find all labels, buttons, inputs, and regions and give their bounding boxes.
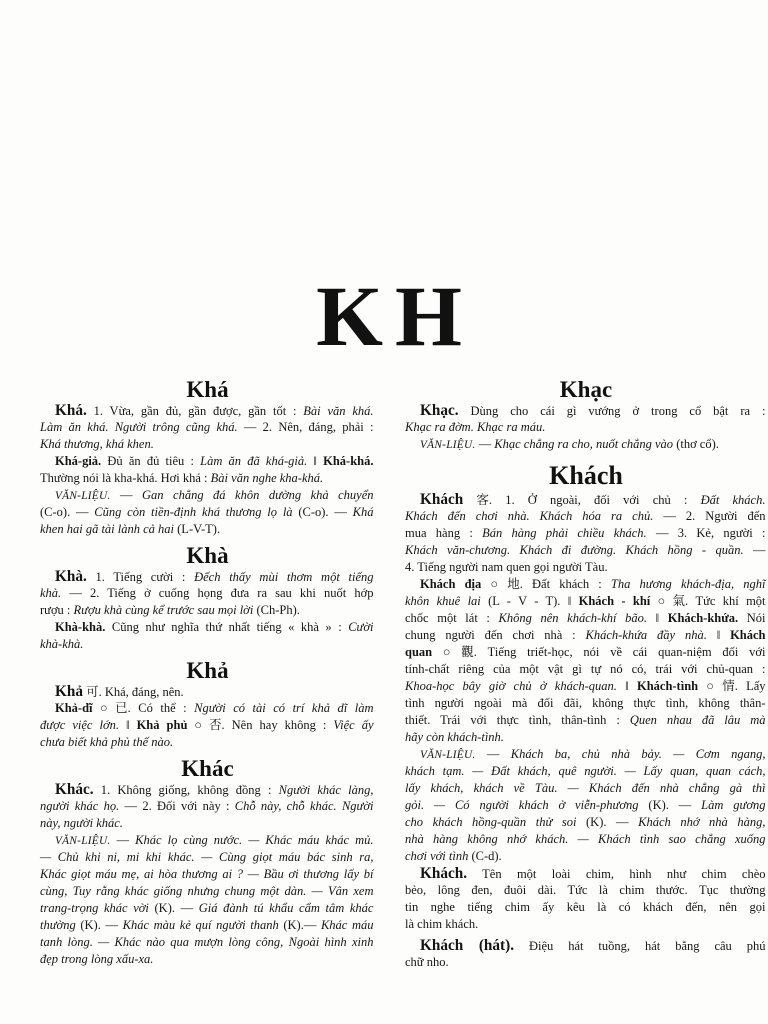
headword: Khà. [55,568,87,585]
text-line [405,916,767,933]
text-run: tính-chất riêng của một vật gì tự nó có, trái với chủ-quan : [405,662,766,676]
text-run: (C-o). — [292,505,353,519]
entry-paragraph [40,683,375,700]
text-line [405,542,767,559]
text-line [40,436,375,453]
text-run: — 3. Kẻ, người : [646,526,766,540]
entry-paragraph [40,568,375,619]
text-run: — 2. Nên, đáng, phải : [237,420,374,434]
text-line [40,951,375,968]
text-run: (thơ cổ). [673,437,719,451]
text-line [405,746,767,763]
text-run: ○ 觀. Tiếng triết-học, nói về cái quan-niệm đối với [432,645,766,659]
section-title: KH [316,268,474,364]
example-text: Quen nhau đã lâu mà [629,713,766,727]
text-line [405,882,767,899]
subheadword: Khách-tình [636,679,699,693]
example-text: Bài văn nghe kha-khá. [210,471,324,485]
example-text: Làm ăn khá. Người trông cũng khá. [40,420,238,434]
left-column [40,378,375,968]
text-line [405,661,767,678]
example-text: Đếch thấy mùi thơm một tiếng [194,570,374,584]
text-line [405,814,767,831]
text-run: Dùng cho cái gì vướng ở trong cổ bật ra : [458,404,766,418]
example-text: trang-trọng khác vời [40,901,149,915]
text-run: Điệu hát tuồng, hát bằng câu phú [514,939,766,953]
text-line [405,831,767,848]
entry-paragraph [405,937,767,971]
text-run: (L - V - T). ‖ [480,594,579,608]
subheadword: Khá-giả. [55,454,102,468]
example-text: khách tạm. — Đất khách, quê người. — Lấy quan, quan cách, [405,764,766,778]
example-text: tanh lòng. — Khác nào qua mượn lòng công, Ngoài hình xinh [40,935,374,949]
text-line [40,683,375,700]
text-run: là chim khách. [405,917,479,931]
text-run: (K).— [278,918,321,932]
text-run: Cũng như nghĩa thứ nhất tiếng « khà » : [105,620,349,634]
headword: Khách [420,491,464,508]
text-line [40,470,375,487]
text-line [405,780,767,797]
text-line [405,402,767,419]
text-line [405,491,767,508]
text-line [40,521,375,538]
entry-paragraph [40,781,375,832]
text-run: mua hàng : [405,526,483,540]
text-run: (K). — [75,918,123,932]
example-text: khà. [40,586,62,600]
text-run: ‖ [646,611,668,625]
text-line [40,798,375,815]
text-line [40,849,375,866]
text-line [40,883,375,900]
example-text: Cười [348,620,374,634]
text-run: ‖ [706,628,731,642]
example-text: Người khác làng, [278,783,374,797]
entry-heading: Khạc [559,377,613,402]
subheadword: Khả phủ [136,718,188,732]
text-run: (L-V-T). [174,522,221,536]
entry-heading: Khả [186,658,229,683]
entry-paragraph [405,746,767,865]
example-text: — Chủ khi ni, mi khi khác. — Cùng giọt máu bác sinh ra, [40,850,374,864]
text-run: ○ 情. Lấy [698,679,766,693]
example-text: được việc lớn. [40,718,119,732]
right-column [405,378,767,971]
text-line [40,585,375,602]
text-run: ‖ [119,718,137,732]
example-text: Việc ấy [333,718,374,732]
text-line [405,419,767,436]
text-line [40,487,375,504]
text-line [405,559,767,576]
example-text: Tha hương khách-địa, nghĩ [610,577,766,591]
text-line [40,717,375,734]
entry-paragraph [40,402,375,453]
example-text: Giá đành tú khẩu cẩm tâm khác [198,901,374,915]
text-run: Tên một loài chim, hình như chim chèo [467,867,766,881]
example-text: Bài văn khá. [303,404,374,418]
text-run: tin nghe tiếng chim ấy kêu là có khách đến, nên gọi [405,900,766,914]
text-run: ○ 地. Đất khách : [481,577,611,591]
text-line [405,797,767,814]
text-run: chung người đến chơi nhà : [405,628,586,642]
text-run: Nói [738,611,766,625]
text-run: ○ 否. Nên hay không : [187,718,334,732]
subheadword: Khá-khá. [323,454,374,468]
text-line [405,644,767,661]
example-text: chơi với tình [405,849,469,863]
headword: Khả [55,683,83,700]
text-run: ‖ [307,454,324,468]
entry-paragraph [405,865,767,933]
text-run: Thường nói là kha-khá. Hơi khá : [40,471,211,485]
text-run: — 2. Tiếng ở cuống họng đưa ra sau khi nuốt hớp [61,586,374,600]
text-run: ○ 已. Có thể : [92,701,195,715]
text-run: — [475,747,511,761]
example-text: Khoa-học bây giờ chủ ở khách-quan. [405,679,617,693]
text-run: 4. Tiếng người nam quen gọi người Tàu. [405,560,608,574]
example-text: khà-khà. [40,637,84,651]
entry-heading: Khà [186,543,229,568]
text-line [405,593,767,610]
example-text: chưa biết khả phủ thế nào. [40,735,174,749]
text-run: ○ 氣. Tức khí một [650,594,766,608]
text-line [405,610,767,627]
example-text: Bán hàng phải chiều khách. [482,526,647,540]
text-line [405,525,767,542]
subheadword: Khả-dĩ [55,701,93,715]
example-text: Khách đến chơi nhà. Khách hóa ra chủ. [405,509,654,523]
text-run: — 2. Người đến [653,509,766,523]
headword: Khác. [55,781,94,798]
example-text: khen hai gã tài lành cả hai [40,522,175,536]
entry-paragraph [40,453,375,487]
text-line [405,848,767,865]
example-text: Làm gương [701,798,766,812]
headword: Khách. [420,865,468,882]
text-line [405,729,767,746]
example-text: Khác máu [320,918,374,932]
subheadword: Khách địa [420,577,482,591]
text-run: chữ nho. [405,955,449,969]
text-line [40,832,375,849]
text-line [40,504,375,521]
example-text: Khạc chẳng ra cho, nuốt chẳng vào [494,437,674,451]
text-line [405,954,767,971]
text-run: chốc một lát : [405,611,499,625]
headword: Khách (hát). [420,937,515,954]
entry-paragraph [405,576,767,746]
van-lieu-label: VĂN-LIỆU. [55,835,111,847]
text-run: 1. Tiếng cười : [86,570,195,584]
text-run: (K). — [148,901,199,915]
text-line [405,899,767,916]
example-text: Cũng còn tiền-định khá thương lọ là [94,505,293,519]
text-run: — [110,488,142,502]
example-text: hãy còn khách-tình. [405,730,504,744]
text-run: thiết. Trái với thực tình, thân-tình : [405,713,630,727]
entry-paragraph [40,619,375,653]
example-text: khôn khuê lai [405,594,481,608]
text-run: bẻo, lông đen, đuôi dài. Tức là chim thước. Tục thường [405,883,766,897]
text-line [40,602,375,619]
van-lieu-label: VĂN-LIỆU. [420,749,476,761]
text-run: (Ch-Ph). [253,603,300,617]
text-run: 客. 1. Ở ngoài, đối với chủ : [463,493,701,507]
text-run: (C-d). [468,849,502,863]
van-lieu-label: VĂN-LIỆU. [420,439,476,451]
example-text: Khạc ra đờm. Khạc ra máu. [405,420,546,434]
example-text: người khác họ. [40,799,120,813]
text-run: 1. Không giống, không đồng : [93,783,279,797]
text-line [405,695,767,712]
text-run: (K). — [638,798,702,812]
text-line [40,453,375,470]
text-line [40,700,375,717]
text-line [405,436,767,453]
example-text: Khác lọ cùng nước. — Khác máu khác mủ. [135,833,374,847]
text-line [40,419,375,436]
entry-paragraph [405,436,767,453]
text-line [40,781,375,798]
example-text: Người có tài có trí khả dĩ làm [194,701,374,715]
example-text: Khách-khứa đầy nhà. [585,628,707,642]
example-text: nhà hàng không nhớ khách. — Khách tình sao chẳng xuống [405,832,766,846]
example-text: Rượu khà cùng kể trước sau mọi lời [73,603,254,617]
text-run: — [475,437,495,451]
text-run: — [110,833,136,847]
text-line [40,734,375,751]
text-run: (C-o). — [40,505,95,519]
example-text: lấy khách, khách về Tàu. — Khách đến nhà chẳng gà thì [405,781,766,795]
entry-paragraph [405,491,767,576]
example-text: Khá [352,505,374,519]
text-line [405,508,767,525]
text-line [40,934,375,951]
example-text: Khá thương, khá khen. [40,437,154,451]
example-text: Khác giọt máu mẹ, ai hòa thương ai ? — Bầu ơi thương lấy bí [40,867,374,881]
text-run: tình người ngoài mà đối đãi, không thực tình, không thân- [405,696,766,710]
text-run: ‖ [616,679,637,693]
example-text: Không nên khách-khí bão. [498,611,647,625]
subheadword: Khách-khứa. [667,611,739,625]
text-line [40,402,375,419]
text-line [40,636,375,653]
subheadword: Khách [730,628,766,642]
text-line [40,900,375,917]
example-text: Khách văn-chương. Khách đi đường. Khách hồng - quần. [405,543,744,557]
example-text: Khách ba, chủ nhà bảy. — Cơm ngang, [510,747,766,761]
entry-paragraph [40,487,375,538]
text-run: Đủ ăn đủ tiêu : [101,454,201,468]
example-text: này, người khác. [40,816,123,830]
subheadword: Khách - khí [578,594,651,608]
example-text: Khách nhớ nhà hàng, [638,815,766,829]
text-line [405,763,767,780]
example-text: Khác màu kẻ quí người thanh [122,918,279,932]
example-text: gỏi. — Có người khách ở viễn-phương [405,798,639,812]
van-lieu-label: VĂN-LIỆU. [55,490,111,502]
text-line [405,576,767,593]
text-run: 可. Khá, đáng, nên. [82,685,184,699]
text-line [40,917,375,934]
example-text: Chỗ này, chỗ khác. Người [234,799,374,813]
subheadword: Khà-khà. [55,620,106,634]
text-line [405,937,767,954]
example-text: cho khách hồng-quần thử soi [405,815,577,829]
headword: Khạc. [420,402,459,419]
example-text: Đất khách. [700,493,766,507]
entry-heading: Khá [186,377,229,402]
headword: Khá. [55,402,87,419]
entry-paragraph [40,700,375,751]
example-text: thường [40,918,76,932]
text-run: (K). — [576,815,639,829]
example-text: đẹp trong lòng xấu-xa. [40,952,154,966]
example-text: Gan chẳng đá khôn dường khả chuyển [142,488,374,502]
subheadword: quan [405,645,433,659]
text-line [405,865,767,882]
text-line [40,815,375,832]
text-run: 1. Vừa, gần đủ, gần được, gần tốt : [86,404,304,418]
example-text: Làm ăn đã khá-giả. [200,454,308,468]
entry-paragraph [40,832,375,968]
example-text: cùng, Tuy rằng khác giống nhưng chung một dàn. — Vân xem [40,884,374,898]
text-line [40,568,375,585]
text-run: — [743,543,766,557]
text-line [40,619,375,636]
text-line [405,678,767,695]
text-line [40,866,375,883]
entry-heading: Khác [181,756,234,781]
entry-paragraph [405,402,767,436]
text-run: rượu : [40,603,74,617]
text-line [405,712,767,729]
text-line [405,627,767,644]
entry-heading: Khách [549,461,623,490]
text-run: — 2. Đối với này : [119,799,235,813]
